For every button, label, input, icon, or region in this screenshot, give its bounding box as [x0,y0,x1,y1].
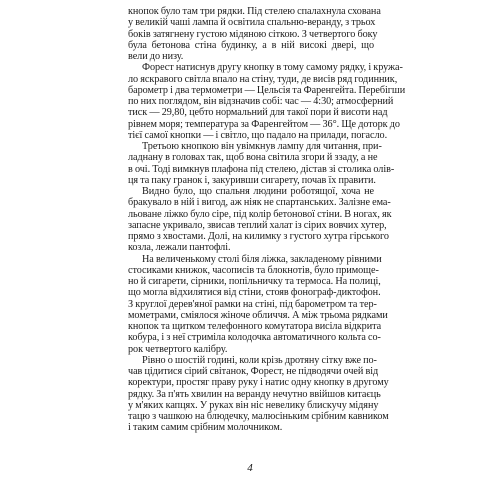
text-line: тиск — 29,80, цебто нормальний для такої пори й висоти над [128,107,388,119]
text-line: Рівно о шостій годині, коли крізь дротяну сітку вже по- [142,354,377,366]
text-line: прямо з хвостами. Долі, на килимку з густого хутра гірського [128,231,389,242]
text-line: рядку. За п'ять хвилин на веранду нечутно ввійшов китаєць [128,388,381,400]
text-line: мометрами, сміялося жіноче обличчя. А між трьома рядками [128,309,388,321]
text-line: рок четвертого калібру. [128,343,228,355]
text-line: ладнану в головах так, щоб вона світила згори й ззаду, а не [128,152,378,164]
text-line: і таким самим срібним молочником. [128,422,283,434]
page-number: 4 [247,462,253,474]
text-line: барометр і два термометри — Цельсія та Фаренгейта. Перебігши [128,84,406,96]
text-line: у м'яких капцях. У руках він ніс невелику блискучу мідяну [128,399,379,411]
text-line: На величенькому столі біля ліжка, закладеному рівними [142,253,382,265]
text-line: бракувало в ній і вигод, аж ніяк не спартанських. Залізне ема- [128,197,391,209]
text-line: в очі. Тоді вимкнув плафона під стелею, дістав зі столика олів- [128,163,395,175]
paragraph [128,253,388,355]
text-line: стосиками книжок, часописів та блокнотів, було примоще- [128,264,379,276]
paragraph [128,354,389,434]
text-line: боків затягнену густою мідяною сіткою. З четвертого боку [128,28,378,40]
paragraph [128,6,381,62]
paragraph [128,141,395,186]
text-line: ця та паку гранок і, закуривши сигарету, почав їх правити. [128,174,376,186]
text-line: у великій чаші лампа й освітила спальню-веранду, з трьох [128,17,376,29]
text-line: рівнем моря; температура за Фаренгейтом — 36°. Ще доторк до [128,118,400,130]
text-line: запасне укривало, звисав теплий халат із сірих вовчих хутер, [128,219,387,231]
text-line: но й сигарети, сірники, попільничку та термоса. На полиці, [128,276,381,287]
text-line: Видно було, що спальня людини роботящої, хоча не [142,186,374,197]
text-line: по них поглядом, він відзначив собі: час — 4:30; атмосферний [128,96,394,107]
text-line: кобура, і з неї стриміла колодочка автоматичного кольта со- [128,332,381,344]
text-line: льоване ліжко було сіре, під колір бетонової стіни. В ногах, як [128,208,392,220]
text-line: тацю з чашкою на блюдечку, малюсіньким срібним кавником [128,411,389,422]
text-line: чав цідитися сірий світанок, Форест, не підводячи очей від [128,366,379,377]
text-line: тієї самої кнопки — і світло, що падало на прилади, погасло. [128,129,388,141]
paragraph [128,62,406,141]
body-text [128,6,406,434]
text-line: була бетонова стіна будинку, а в ній високі двері, що [128,39,374,51]
text-line: коректури, простяг праву руку і натис одну кнопку в другому [128,377,389,389]
text-line: Третьою кнопкою він увімкнув лампу для читання, при- [142,141,382,152]
text-line: що могла відхилятися від стіни, стояв фонограф-диктофон. [128,287,381,299]
text-line: вели до низу. [128,51,184,62]
paragraph [128,186,392,254]
text-line: Форест натиснув другу кнопку в тому самому рядку, і кружа- [142,62,403,74]
text-line: З круглої дерев'яної рамки на стіні, під барометром та тер- [128,298,377,310]
text-line: кнопок та щитком телефонного комутатора висіла відкрита [128,321,382,332]
text-line: ло яскравого світла впало на стіну, туди, де висів ряд годинник, [128,73,398,85]
text-line: кнопок було там три рядки. Під стелею спалахнула схована [128,6,381,17]
text-line: козла, лежали пантофлі. [128,242,231,254]
